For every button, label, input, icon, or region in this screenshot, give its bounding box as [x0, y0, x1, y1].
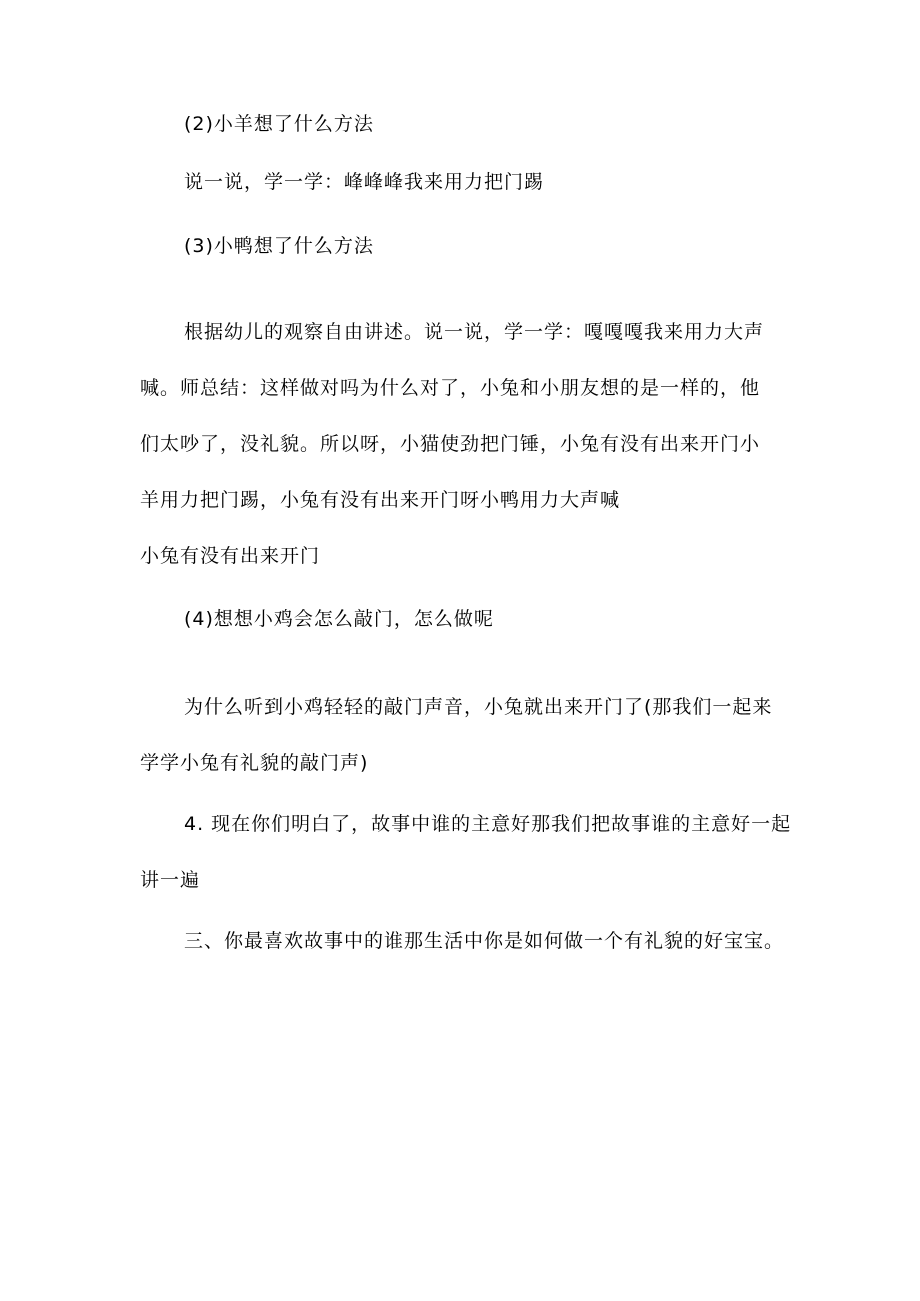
paragraph-line: 喊。师总结：这样做对吗为什么对了，小兔和小朋友想的是一样的，他	[140, 377, 761, 399]
paragraph-line: 小兔有没有出来开门	[140, 545, 321, 567]
paragraph-line: 讲一遍	[140, 869, 201, 891]
step-4-paragraph: 4. 现在你们明白了，故事中谁的主意好那我们把故事谁的主意好一起	[184, 813, 792, 835]
section-3-paragraph: 三、你最喜欢故事中的谁那生活中你是如何做一个有礼貌的好宝宝。	[184, 930, 785, 952]
question-4-heading: (4)想想小鸡会怎么敲门，怎么做呢	[184, 608, 494, 630]
paragraph-line: 说一说，学一学：峰峰峰我来用力把门踢	[184, 171, 545, 193]
question-2-heading: (2)小羊想了什么方法	[184, 113, 374, 135]
paragraph-line: 羊用力把门踢，小兔有没有出来开门呀小鸭用力大声喊	[140, 489, 621, 511]
question-3-heading: (3)小鸭想了什么方法	[184, 235, 374, 257]
paragraph-line: 们太吵了，没礼貌。所以呀，小猫使劲把门锤，小兔有没有出来开门小	[140, 433, 761, 455]
paragraph-line: 根据幼儿的观察自由讲述。说一说，学一学：嘎嘎嘎我来用力大声	[184, 321, 765, 343]
paragraph-line: 学学小兔有礼貌的敲门声)	[140, 752, 369, 774]
paragraph-line: 为什么听到小鸡轻轻的敲门声音，小兔就出来开门了(那我们一起来	[184, 696, 773, 718]
